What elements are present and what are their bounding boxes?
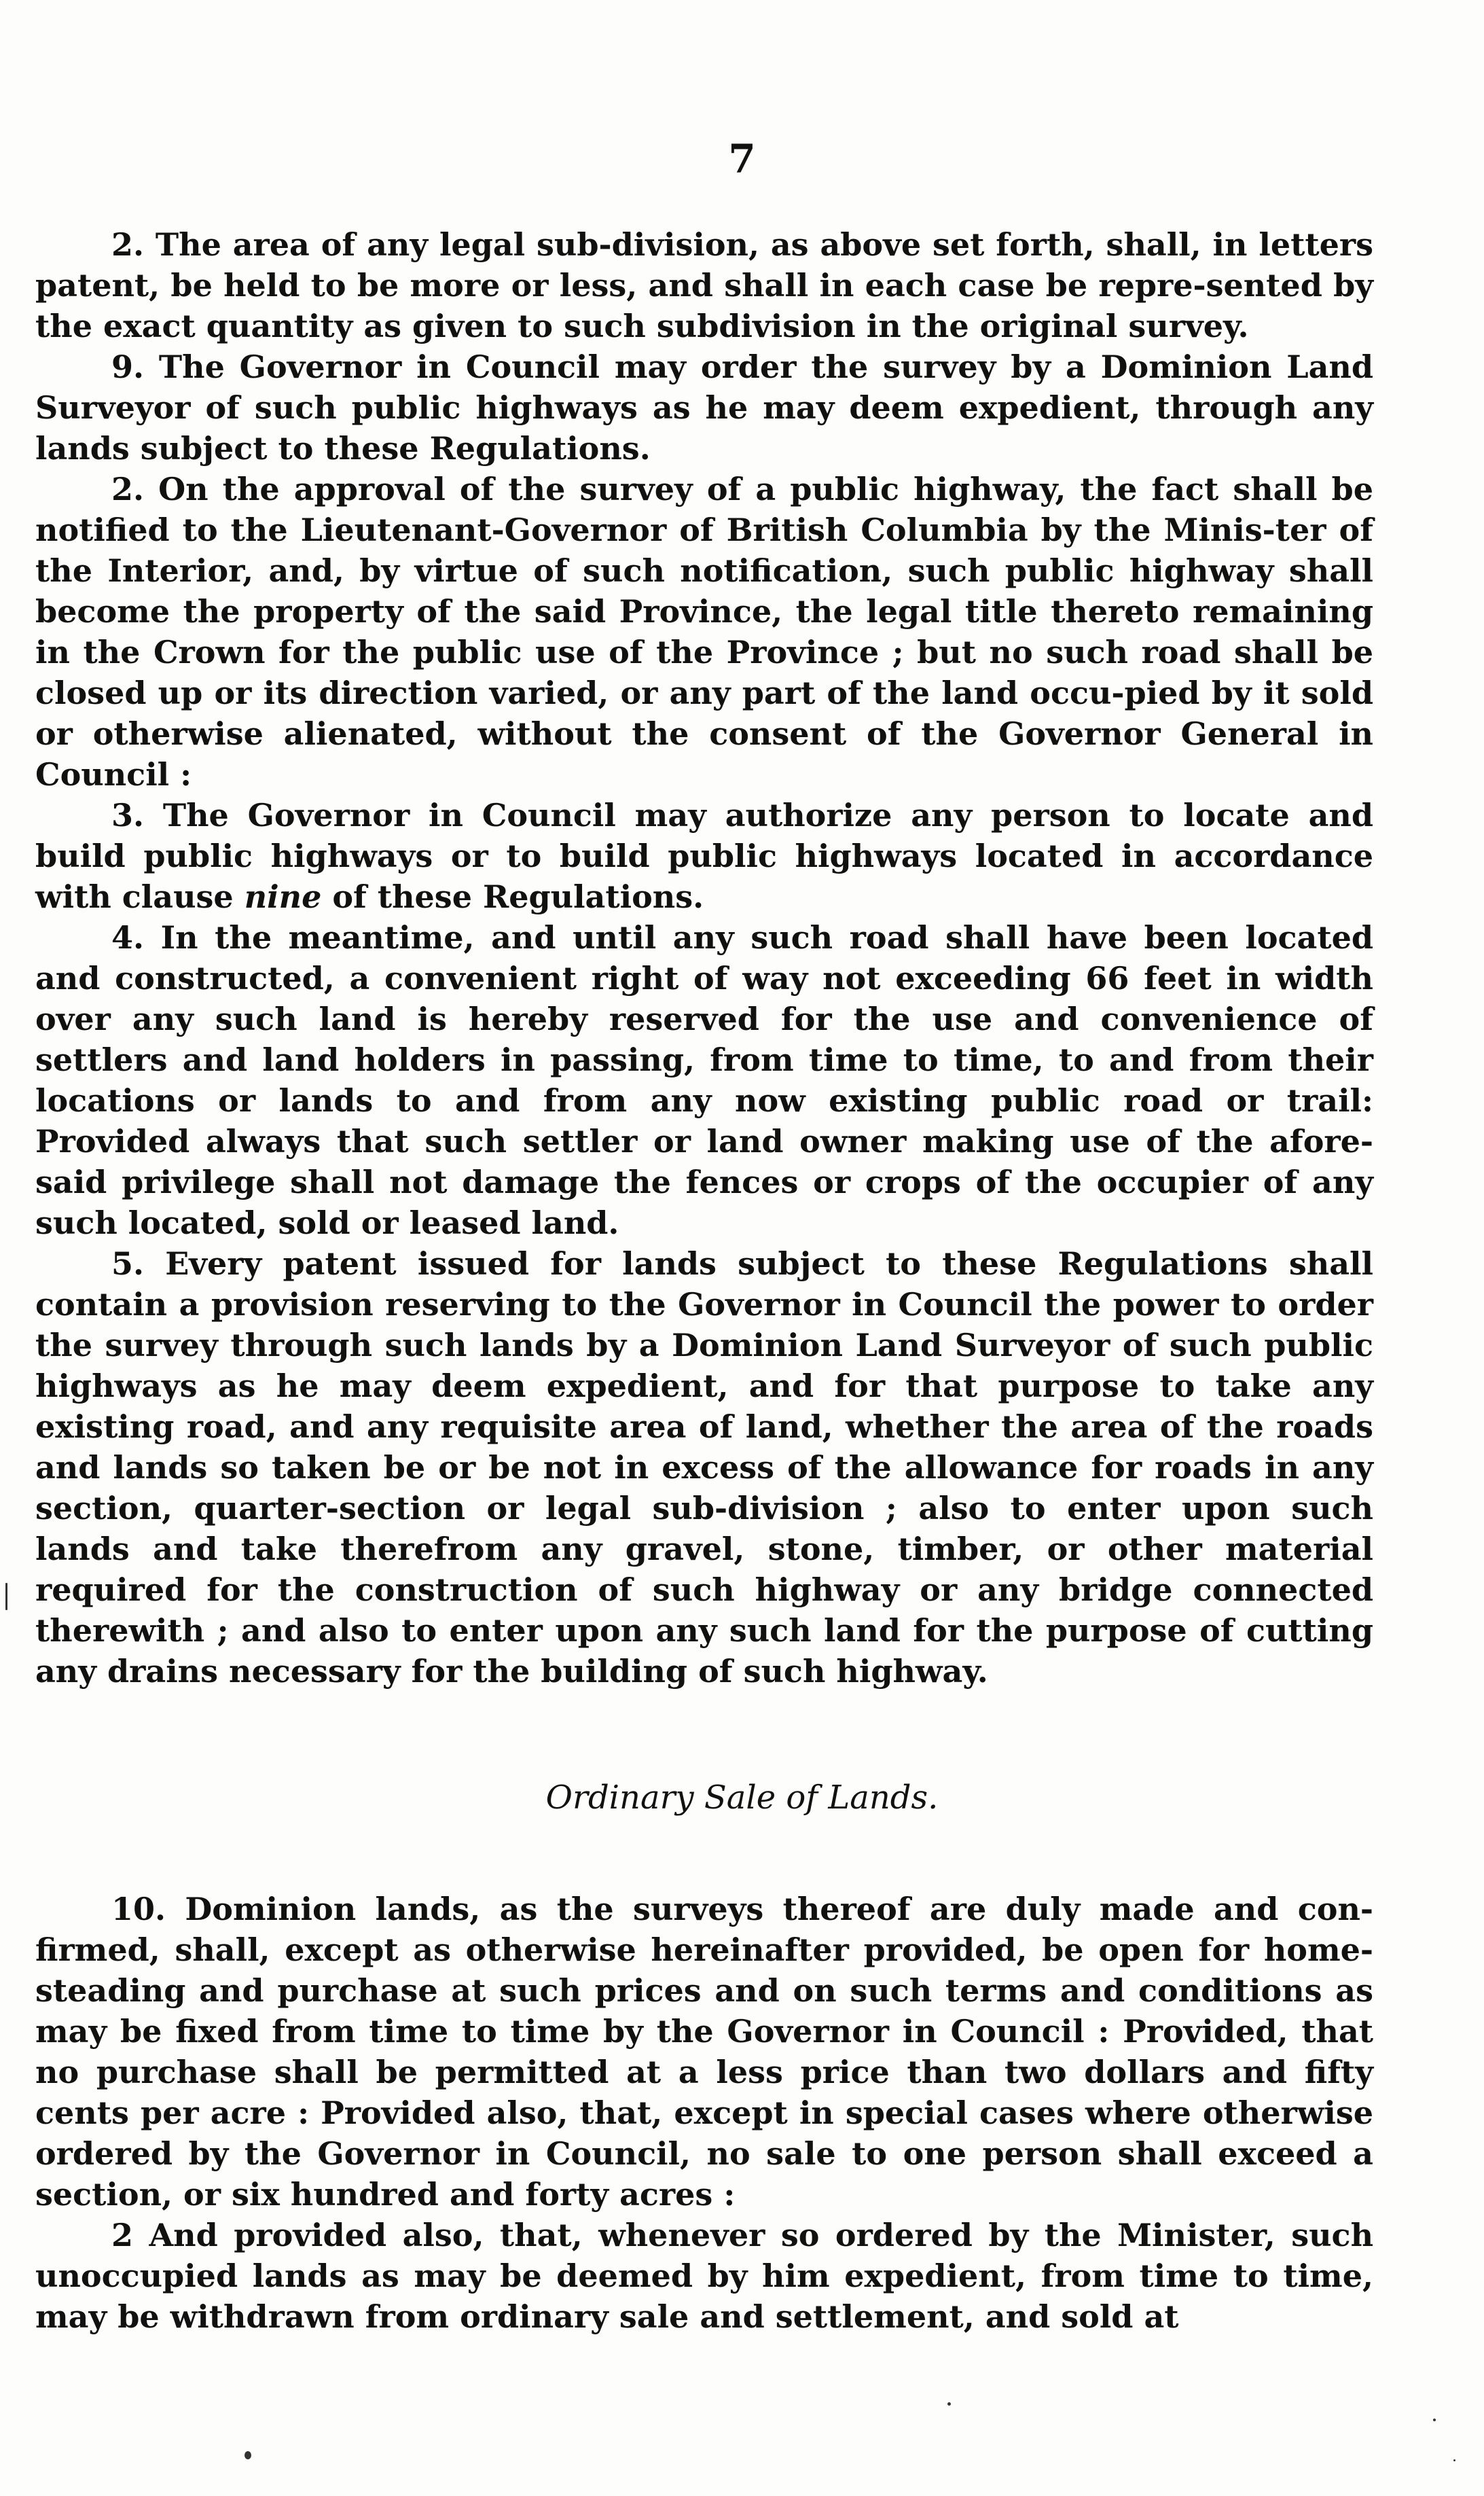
paragraph-9 xyxy=(35,346,1373,469)
paragraph-10 xyxy=(35,1889,1373,2215)
paragraph-number: 2 xyxy=(111,2217,134,2253)
paragraph-body: The Governor in Council may authorize any person to locate and build public highways or to build public highways located in accordance with clause xyxy=(35,797,1374,915)
paragraph-body-end: of these Regulations. xyxy=(332,878,704,915)
paragraph-9-3 xyxy=(35,795,1373,917)
paragraph-9-5 xyxy=(35,1243,1373,1692)
paragraph-number: 4. xyxy=(111,919,145,956)
paragraph-body: And provided also, that, whenever so ordered by the Minister, such unoccupied lands as may be deemed by him expedient, from time to time, may be withdrawn from ordinary sale and settlement, and sold at xyxy=(35,2217,1374,2335)
paragraph-number: 5. xyxy=(111,1245,145,1282)
paragraph-body: The Governor in Council may order the survey by a Dominion Land Surveyor of such public highways as he may deem expedient, through any lands subject to these Regulations. xyxy=(35,349,1374,467)
page-number: 7 xyxy=(728,136,756,182)
scan-speck xyxy=(1453,2459,1455,2461)
paragraph-number: 3. xyxy=(111,797,145,834)
scan-speck xyxy=(245,2451,251,2459)
paragraph-body: On the approval of the survey of a public highway, the fact shall be notified to the Lieutenant-Governor of British Columbia by the Minis-ter of the Interior, and, by virtue of such notification, such public highway shall become the property of the said Province, the legal title thereto remaining in the Crown for the public use of the Province ; but no such road shall be closed up or its direction varied, or any part of the land occu-pied by it sold or otherwise alienated, without the consent of the Governor General in Council : xyxy=(35,471,1373,793)
paragraph-body: Dominion lands, as the surveys thereof are duly made and con-firmed, shall, except as otherwise hereinafter provided, be open for home-steading and purchase at such prices and on such terms and conditions as may be fixed from time to time by the Governor in Council : Provided, that no purchase shall be permitted at a less price than two dollars and fifty cents per acre : Provided also, that, except in special cases where otherwise ordered by the Governor in Council, no sale to one person shall exceed a section, or six hundred and forty acres : xyxy=(35,1891,1373,2213)
paragraph-9-4 xyxy=(35,917,1373,1243)
paragraph-10-2 xyxy=(35,2215,1373,2337)
section-heading: Ordinary Sale of Lands. xyxy=(545,1779,939,1817)
clause-reference: nine xyxy=(244,878,322,915)
paragraph-number: 10. xyxy=(111,1891,166,1927)
paragraph-body: Every patent issued for lands subject to these Regulations shall contain a provision reserving to the Governor in Council the power to order the survey through such lands by a Dominion Land Surveyor of such public highways as he may deem expedient, and for that purpose to take any existing road, and any requisite area of land, whether the area of the roads and lands so taken be or be not in excess of the allowance for roads in any section, quarter-section or legal sub-division ; also to enter upon such lands and take therefrom any gravel, stone, timber, or other material required for the construction of such highway or any bridge connected therewith ; and also to enter upon any such land for the purpose of cutting any drains necessary for the building of such highway. xyxy=(35,1245,1373,1690)
regulations-text-lower xyxy=(35,1889,1373,2337)
paragraph-number: 2. xyxy=(111,471,145,507)
regulations-text-upper xyxy=(35,224,1373,1692)
scan-speck xyxy=(947,2402,951,2406)
paragraph-body: The area of any legal sub-division, as above set forth, shall, in letters patent, be held to be more or less, and shall in each case be repre-sented by the exact quantity as given to such subdivision in the original survey. xyxy=(35,226,1373,344)
paragraph-body: In the meantime, and until any such road shall have been located and constructed, a convenient right of way not exceeding 66 feet in width over any such land is hereby reserved for the use and convenience of settlers and land holders in passing, from time to time, to and from their locations or lands to and from any now existing public road or trail: Provided always that such settler or land owner making use of the afore-said privilege shall not damage the fences or crops of the occupier of any such located, sold or leased land. xyxy=(35,919,1373,1241)
scan-speck xyxy=(5,1583,7,1610)
scan-speck xyxy=(1433,2419,1436,2421)
paragraph-number: 2. xyxy=(111,226,145,263)
paragraph-9-2 xyxy=(35,469,1373,795)
paragraph-number: 9. xyxy=(111,349,145,385)
paragraph-8-2 xyxy=(35,224,1373,346)
